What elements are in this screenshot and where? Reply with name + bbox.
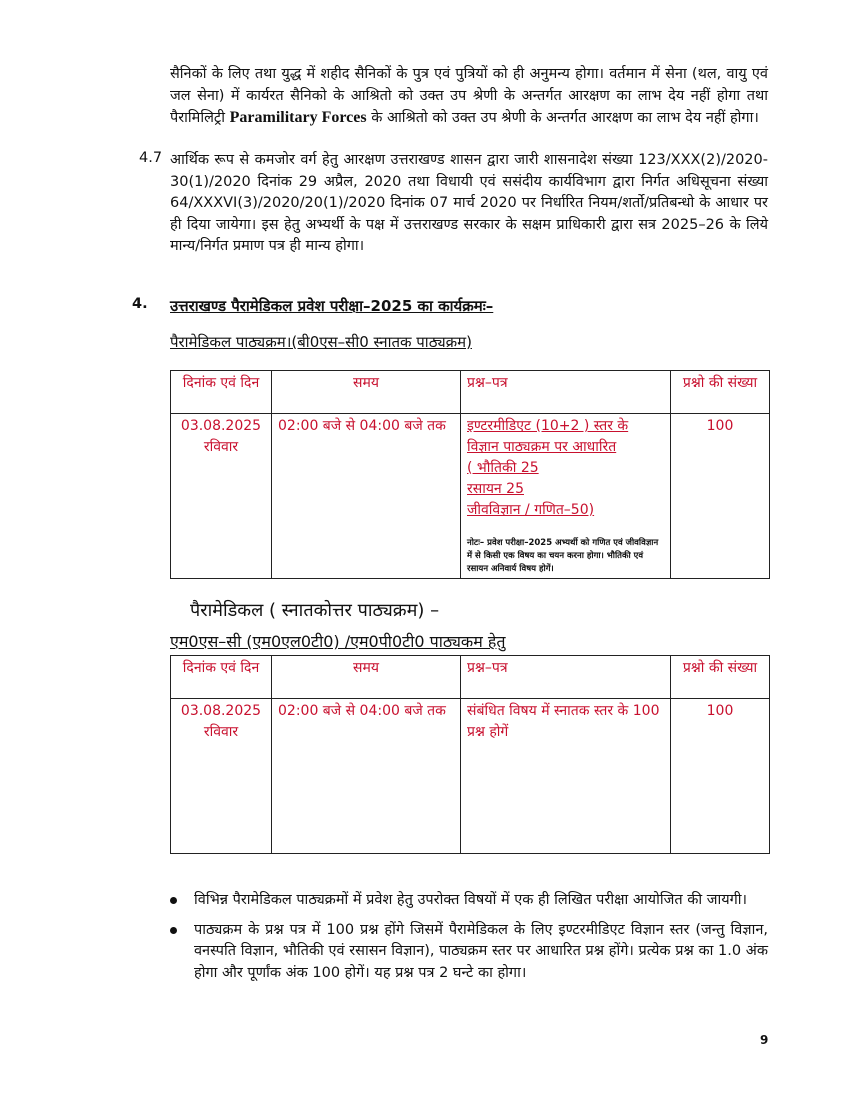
bsc-subheading: पैरामेडिकल पाठ्यक्रम।(बी0एस–सी0 स्नातक पाठ्यक्रम) bbox=[170, 333, 472, 351]
header-date-day: दिनांक एवं दिन bbox=[171, 371, 272, 414]
header-time: समय bbox=[272, 656, 461, 699]
bullet-dot-icon bbox=[170, 927, 177, 934]
info-bullet-list bbox=[170, 890, 768, 992]
cell-count: 100 bbox=[671, 699, 770, 854]
cell-paper bbox=[461, 414, 671, 579]
intro-paragraph bbox=[170, 64, 768, 130]
cell-count: 100 bbox=[671, 414, 770, 579]
header-date-day: दिनांक एवं दिन bbox=[171, 656, 272, 699]
pg-schedule-table bbox=[170, 655, 770, 854]
cell-time: 02:00 बजे से 04:00 बजे तक bbox=[272, 414, 461, 579]
section-4-number: 4. bbox=[132, 296, 148, 312]
cell-time: 02:00 बजे से 04:00 बजे तक bbox=[272, 699, 461, 854]
cell-date-day bbox=[171, 699, 272, 854]
paper-note: नोटः– प्रवेश परीक्षा–2025 अभ्यर्थी को गणित एवं जीवविज्ञान में से किसी एक विषय का चयन करना होगा। भौतिकी एवं रसायन अनिवार्य विषय होगें। bbox=[467, 538, 659, 574]
table-header-row bbox=[171, 656, 770, 699]
cell-date-day bbox=[171, 414, 272, 579]
intro-text-part2: के आश्रितो को उक्त उप श्रेणी के अन्तर्गत आरक्षण का लाभ देय नहीं होगा। bbox=[371, 110, 759, 126]
header-paper: प्रश्न–पत्र bbox=[461, 656, 671, 699]
table-header-row bbox=[171, 371, 770, 414]
bullet-text: विभिन्न पैरामेडिकल पाठ्यक्रमों में प्रवेश हेतु उपरोक्त विषयों में एक ही लिखित परीक्षा आयोजित की जायगी। bbox=[194, 892, 748, 908]
header-count: प्रश्नो की संख्या bbox=[671, 371, 770, 414]
table-row bbox=[171, 699, 770, 854]
cell-day: रविवार bbox=[203, 439, 239, 455]
paper-line-4: रसायन 25 bbox=[467, 481, 524, 497]
bullet-dot-icon bbox=[170, 897, 177, 904]
cell-paper: संबंधित विषय में स्नातक स्तर के 100 प्रश्न होगें bbox=[461, 699, 671, 854]
table-row bbox=[171, 414, 770, 579]
clause-4-7-text: आर्थिक रूप से कमजोर वर्ग हेतु आरक्षण उत्तराखण्ड शासन द्वारा जारी शासनादेश संख्या 123/XXX(2)/2020-30(1)/2020 दिनांक 29 अप्रैल, 2020 तथा विधायी एवं ससंदीय कार्यविभाग द्वारा निर्गत अधिसूचना संख्या 64/XXXVI(3)/2020/20(1)/2020 दिनांक 07 मार्च 2020 पर निर्धारित नियम/शर्तो/प्रतिबन्धो के आधार पर ही दिया जायेगा। इस हेतु अभ्यर्थी के पक्ष में उत्तराखण्ड सरकार के सक्षम प्राधिकारी द्वारा सत्र 2025–26 के लिये मान्य/निर्गत प्रमाण पत्र ही मान्य होगा। bbox=[170, 152, 768, 254]
section-4-heading: उत्तराखण्ड पैरामेडिकल प्रवेश परीक्षा–2025 का कार्यक्रमः– bbox=[170, 297, 494, 315]
intro-text-part1: सैनिकों के लिए तथा युद्ध में शहीद सैनिकों के पुत्र एवं पुत्रियों को ही अनुमन्य होगा। वर्तमान में सेना (थल, वायु एवं जल सेना) में कार्यरत सैनिको के आश्रितो को उक्त उप श्रेणी के अन्तर्गत आरक्षण का लाभ देय नहीं होगा तथा पैरामिलिट्री bbox=[170, 66, 768, 126]
cell-date: 03.08.2025 bbox=[180, 418, 262, 434]
page-number: 9 bbox=[760, 1033, 769, 1047]
paper-line-2: विज्ञान पाठ्यक्रम पर आधारित bbox=[467, 439, 617, 455]
pg-heading: पैरामेडिकल ( स्नातकोत्तर पाठ्यक्रम) – bbox=[190, 600, 440, 621]
bullet-text: पाठ्यक्रम के प्रश्न पत्र में 100 प्रश्न होंगे जिसमें पैरामेडिकल के लिए इण्टरमीडिएट विज्ञान स्तर (जन्तु विज्ञान, वनस्पति विज्ञान, भौतिकी एवं रसासन विज्ञान), पाठ्यक्रम स्तर पर आधारित प्रश्न होंगे। प्रत्येक प्रश्न का 1.0 अंक होगा और पूर्णांक अंक 100 होगें। यह प्रश्न पत्र 2 घन्टे का होगा। bbox=[194, 921, 768, 981]
bsc-schedule-table bbox=[170, 370, 770, 579]
header-paper: प्रश्न–पत्र bbox=[461, 371, 671, 414]
clause-4-7-number: 4.7 bbox=[139, 150, 163, 166]
cell-day: रविवार bbox=[203, 724, 239, 740]
cell-date: 03.08.2025 bbox=[180, 703, 262, 719]
paper-line-3: ( भौतिकी 25 bbox=[467, 460, 539, 476]
header-time: समय bbox=[272, 371, 461, 414]
pg-subheading: एम0एस–सी (एम0एल0टी0) /एम0पी0टी0 पाठ्यकम हेतु bbox=[170, 632, 506, 651]
intro-bold-term: Paramilitary Forces bbox=[229, 109, 367, 126]
paper-line-1: इण्टरमीडिएट (10+2 ) स्तर के bbox=[467, 418, 629, 434]
header-count: प्रश्नो की संख्या bbox=[671, 656, 770, 699]
list-item bbox=[170, 890, 768, 912]
paper-line-5: जीवविज्ञान / गणित–50) bbox=[467, 502, 595, 518]
list-item bbox=[170, 920, 768, 985]
